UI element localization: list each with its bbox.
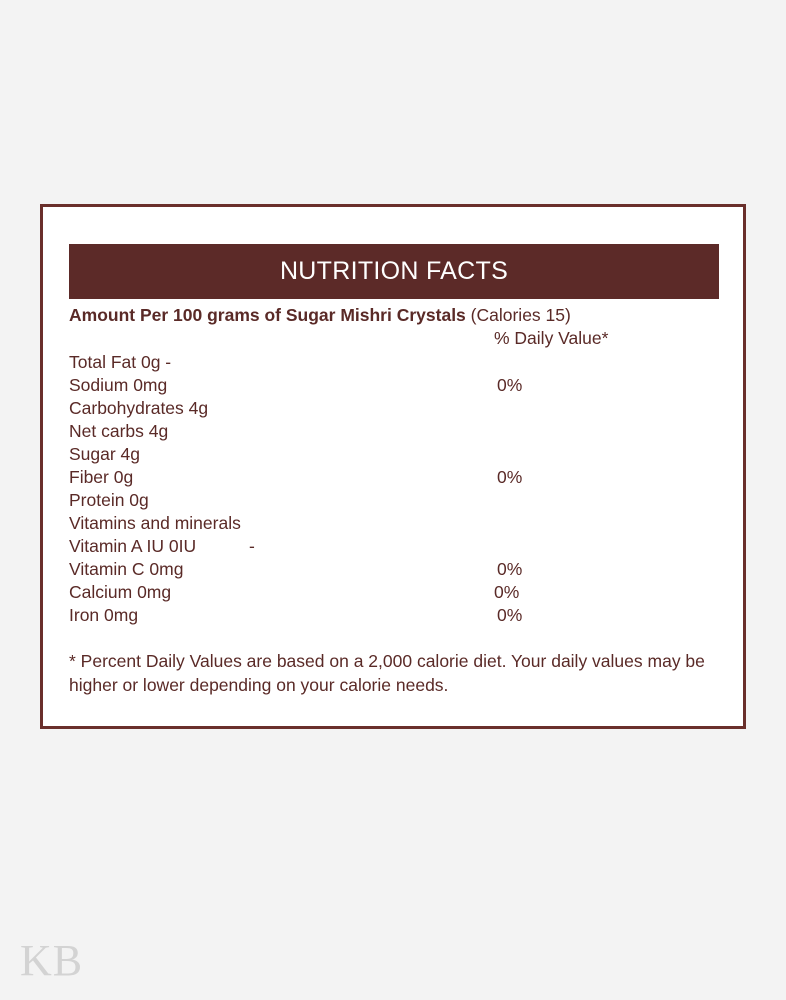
nutrient-row-net-carbs (69, 420, 669, 443)
nutrient-row-vitamin-a (69, 535, 669, 558)
nutrient-label: Vitamin C 0mg (69, 559, 184, 579)
nutrient-label: Total Fat 0g - (69, 352, 172, 372)
nutrient-label: Sugar 4g (69, 444, 141, 464)
calories-text: (Calories 15) (465, 305, 571, 325)
nutrient-label: Protein 0g (69, 490, 149, 510)
nutrient-row-fiber (69, 466, 669, 489)
nutrition-title: NUTRITION FACTS (279, 257, 509, 285)
nutrient-label: Net carbs 4g (69, 421, 169, 441)
nutrient-row-vitamins-minerals (69, 512, 669, 535)
nutrient-row-carbohydrates (69, 397, 669, 420)
nutrient-row-sodium (69, 374, 669, 397)
serving-amount: Amount Per 100 grams of Sugar Mishri Crystals (69, 305, 466, 325)
nutrient-label: Vitamin A IU 0IU (69, 536, 197, 556)
nutrient-row-total-fat (69, 351, 669, 374)
nutrient-label: Carbohydrates 4g (69, 398, 209, 418)
daily-value-footnote: * Percent Daily Values are based on a 2,000 calorie diet. Your daily values may be higher or lower depending on your calorie needs. (69, 651, 705, 695)
kb-watermark-logo: KB (20, 936, 84, 985)
nutrient-row-protein (69, 489, 669, 512)
nutrient-daily-value: 0% (497, 375, 523, 395)
nutrient-row-calcium (69, 581, 669, 604)
nutrient-daily-value: 0% (497, 467, 523, 487)
nutrient-list (69, 351, 669, 627)
serving-amount-line (69, 305, 571, 326)
daily-value-header: % Daily Value* (494, 328, 609, 348)
nutrient-label: Calcium 0mg (69, 582, 172, 602)
nutrient-row-sugar (69, 443, 669, 466)
nutrient-daily-value: 0% (494, 582, 520, 602)
nutrient-row-iron (69, 604, 669, 627)
nutrient-label: Sodium 0mg (69, 375, 168, 395)
nutrient-label: Fiber 0g (69, 467, 134, 487)
nutrient-daily-value: 0% (497, 559, 523, 579)
nutrition-header-bar (69, 244, 719, 299)
nutrient-row-vitamin-c (69, 558, 669, 581)
nutrient-daily-value: - (249, 536, 255, 556)
nutrient-label: Iron 0mg (69, 605, 139, 625)
nutrition-facts-card (40, 204, 746, 729)
nutrient-daily-value: 0% (497, 605, 523, 625)
nutrient-label: Vitamins and minerals (69, 513, 241, 533)
